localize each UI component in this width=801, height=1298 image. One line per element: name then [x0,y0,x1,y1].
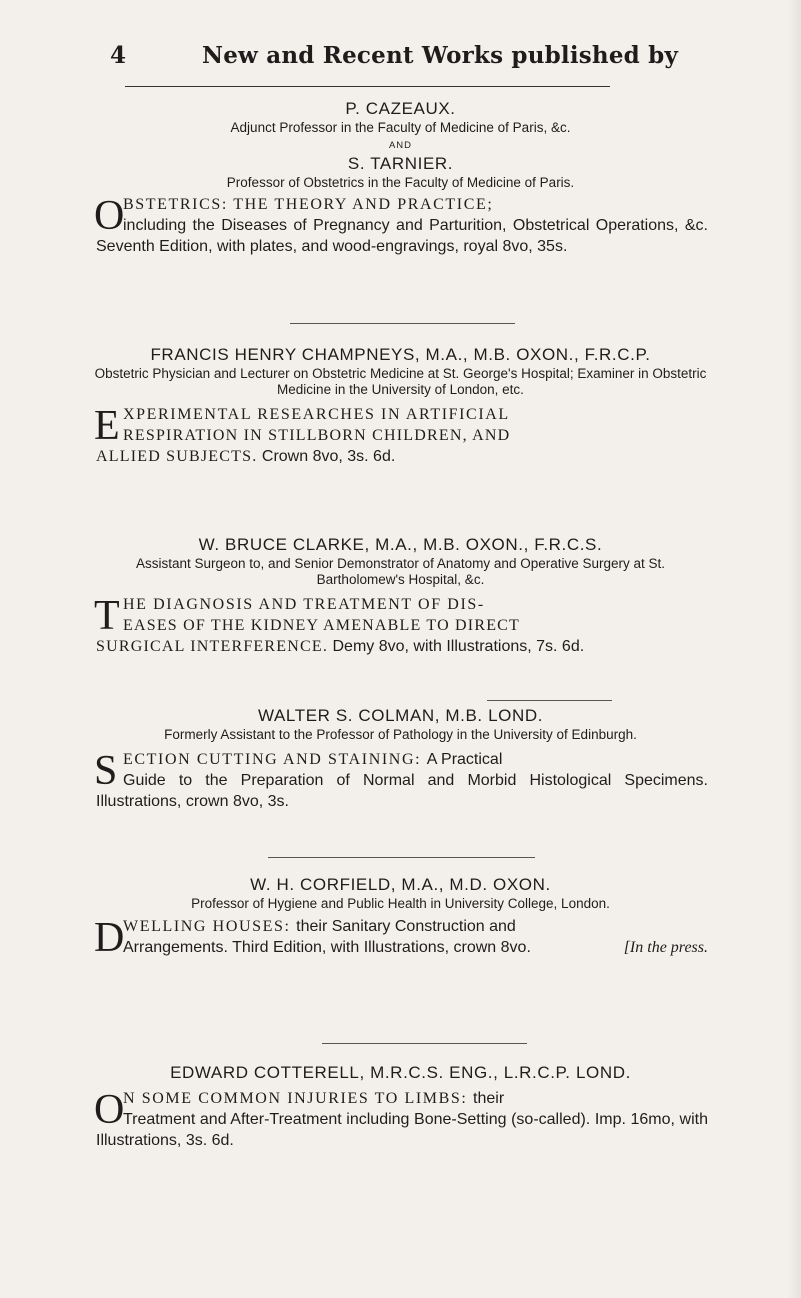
book-title: N SOME COMMON INJURIES TO LIMBS: [123,1090,468,1107]
book-title: XPERIMENTAL RESEARCHES IN ARTIFICIAL [123,406,510,423]
author-credentials: Professor of Hygiene and Public Health in University College, London. [191,896,610,911]
drop-cap: O [94,193,125,239]
book-title-line [96,916,708,937]
entry-champneys [0,344,801,467]
book-description [96,194,708,257]
author-name: W. BRUCE CLARKE, M.A., M.B. OXON., F.R.C.S. [198,535,603,554]
entry-clarke [0,534,801,657]
drop-cap: S [94,748,118,794]
coauthor-name: S. TARNIER. [347,154,454,173]
book-details: including the Diseases of Pregnancy and Parturition, Obstetrical Operations, &c. Seventh Edition, with plates, and wood-engravings, royal 8vo, 35s. [96,217,708,255]
page-number: 4 [110,42,127,69]
entry-colman [0,705,801,812]
drop-cap: T [94,593,120,639]
author-credentials: Assistant Surgeon to, and Senior Demonstrator of Anatomy and Operative Surgery at St. Bartholomew's Hospital, &c. [135,556,666,587]
press-note: [In the press. [623,939,708,956]
author-credentials: Formerly Assistant to the Professor of Pathology in the University of Edinburgh. [164,727,637,742]
separator-rule [268,857,535,858]
separator-rule [322,1043,527,1044]
book-title: ECTION CUTTING AND STAINING: [123,751,422,768]
book-details: Demy 8vo, with Illustrations, 7s. 6d. [332,638,585,655]
entry-cazeaux [0,98,801,257]
author-name: WALTER S. COLMAN, M.B. LOND. [257,706,544,725]
book-subtitle-start: A Practical [426,751,503,768]
running-title: New and Recent Works published by [202,42,679,69]
separator-rule [290,323,515,324]
book-description [96,1088,708,1151]
author-name: W. H. CORFIELD, M.A., M.D. OXON. [250,875,551,894]
book-description [94,915,708,961]
book-title-end: SURGICAL INTERFERENCE. [96,638,329,655]
book-title-line [96,749,708,770]
book-title: HE DIAGNOSIS AND TREATMENT OF DIS- [123,596,485,613]
and-separator: AND [388,140,413,151]
entry-cotterell [0,1062,801,1151]
author-name: FRANCIS HENRY CHAMPNEYS, M.A., M.B. OXON., F.R.C.P. [150,345,651,364]
book-subtitle-start: their Sanitary Construction and [296,918,516,935]
drop-cap: E [94,403,120,449]
book-title-end-line [96,446,708,467]
author-name: P. CAZEAUX. [345,99,456,118]
coauthor-credentials: Professor of Obstetrics in the Faculty of Medicine of Paris. [226,175,575,190]
author-credentials: Obstetric Physician and Lecturer on Obstetric Medicine at St. George's Hospital; Examiner in Obstetric Medicine in the University of London, etc. [94,366,707,397]
drop-cap: D [94,915,125,961]
book-details: Arrangements. Third Edition, with Illustrations, crown 8vo. [123,939,531,956]
book-description [96,594,708,657]
author-name: EDWARD COTTERELL, M.R.C.S. ENG., L.R.C.P. LOND. [170,1063,631,1082]
book-details: Crown 8vo, 3s. 6d. [261,448,396,465]
separator-rule [487,700,612,701]
book-subtitle-start: their [473,1090,505,1107]
book-title-line [96,1088,708,1109]
book-title-end: ALLIED SUBJECTS. [96,448,258,465]
page-header [110,42,710,82]
book-details: Guide to the Preparation of Normal and Morbid Histological Specimens. Illustrations, crown 8vo, 3s. [96,772,708,810]
book-title-continued: RESPIRATION IN STILLBORN CHILDREN, AND [123,427,511,444]
header-rule [125,86,610,87]
book-title-continued: EASES OF THE KIDNEY AMENABLE TO DIRECT [123,617,521,634]
drop-cap: O [94,1087,125,1133]
book-title: WELLING HOUSES: [123,918,291,935]
book-title-end-line [96,636,708,657]
entry-corfield [0,874,801,961]
author-credentials: Adjunct Professor in the Faculty of Medicine of Paris, &c. [230,120,571,135]
book-description [96,749,708,812]
book-details: Treatment and After-Treatment including Bone-Setting (so-called). Imp. 16mo, with Illustrations, 3s. 6d. [96,1111,708,1149]
book-title: BSTETRICS: THE THEORY AND PRACTICE; [123,196,494,213]
book-description [96,404,708,467]
